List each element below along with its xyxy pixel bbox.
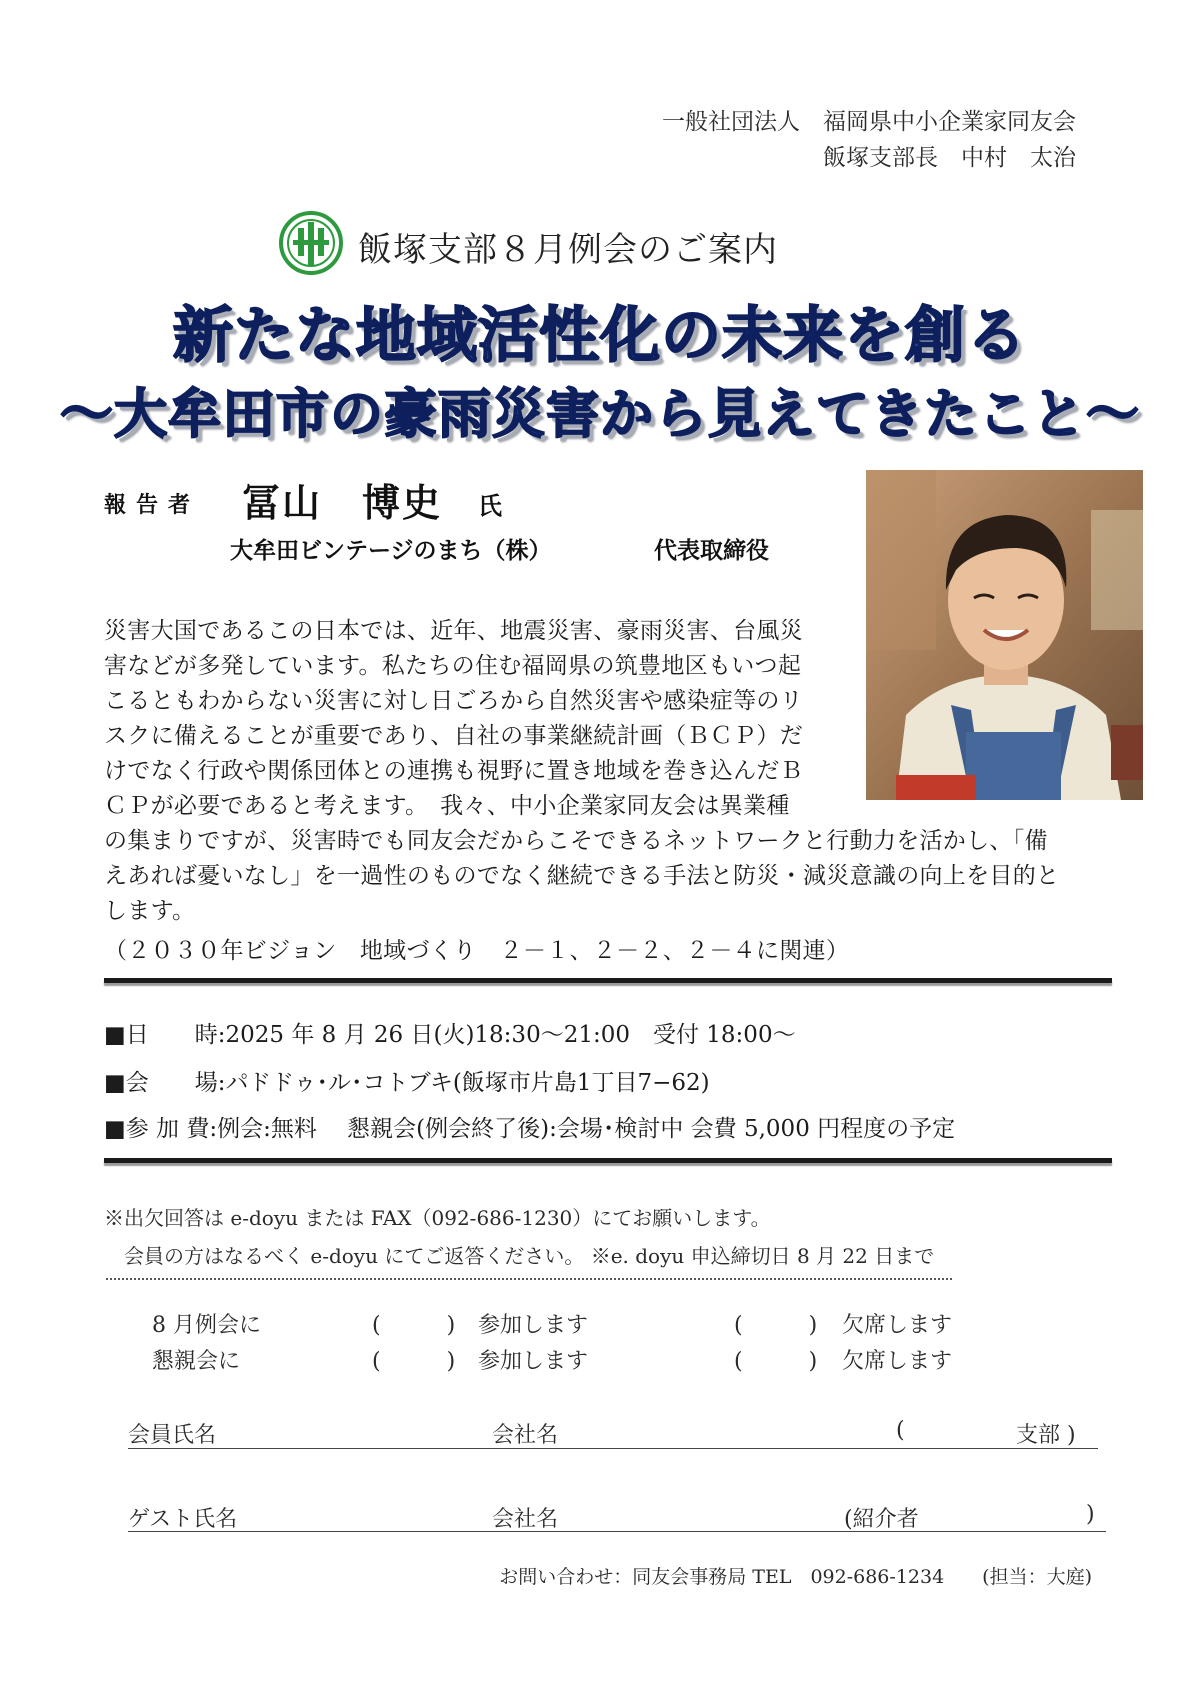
reporter-role: 代表取締役: [654, 538, 769, 564]
rsvp-deadline: 会員の方はなるべく e-doyu にてご返答ください。 ※e. doyu 申込締切日 8 月 22 日まで: [124, 1244, 935, 1268]
introducer-label: (紹介者: [844, 1507, 919, 1532]
member-company-label: 会社名: [492, 1423, 559, 1448]
attend-label-meeting: 参加します: [478, 1313, 589, 1338]
reporter-company: 大牟田ビンテージのまち（株）: [230, 538, 552, 564]
member-name-field[interactable]: [128, 1448, 1098, 1449]
reporter-label: 報告者: [104, 493, 201, 518]
branch-chief-signature: 飯塚支部長 中村 太治: [823, 145, 1076, 171]
contact-info: お問い合わせ：同友会事務局 TEL 092-686-1234 (担当：大庭): [499, 1566, 1092, 1588]
body-line: します。: [104, 898, 196, 924]
attend-checkbox-meeting[interactable]: ( ): [372, 1313, 456, 1338]
subtitle: ～大牟田市の豪雨災害から見えてきたこと～: [60, 384, 1140, 445]
body-line: 害などが多発しています。私たちの住む福岡県の筑豊地区もいつ起: [104, 653, 802, 679]
introducer-close-paren: ): [1086, 1502, 1095, 1527]
absent-label-meeting: 欠席します: [842, 1313, 953, 1338]
organization-name: 一般社団法人 福岡県中小企業家同友会: [662, 109, 1076, 135]
guest-company-label: 会社名: [492, 1507, 559, 1532]
reporter-honorific: 氏: [478, 492, 502, 520]
rsvp-instructions: ※出欠回答は e-doyu または FAX（092-686-1230）にてお願いします。: [104, 1206, 771, 1230]
branch-label: 支部 ): [1016, 1423, 1076, 1448]
event-venue: ■会 場:パドドゥ･ル･コトブキ(飯塚市片島1丁目7−62): [104, 1070, 710, 1096]
guest-name-label: ゲスト氏名: [128, 1507, 238, 1532]
attend-checkbox-party[interactable]: ( ): [372, 1349, 456, 1374]
main-title: 新たな地域活性化の未来を創る: [173, 301, 1027, 371]
vision-reference: （２０３０年ビジョン 地域づくり ２－１、２－２、２－４に関連）: [104, 938, 850, 964]
meeting-announcement: 飯塚支部８月例会のご案内: [358, 230, 778, 270]
event-datetime: ■日 時:2025 年 8 月 26 日(火)18:30～21:00 受付 18:00～: [104, 1022, 796, 1048]
divider: [104, 978, 1112, 983]
event-fee: ■参 加 費:例会:無料 懇親会(例会終了後):会場･検討中 会費 5,000 円程度の予定: [104, 1116, 956, 1142]
member-name-label: 会員氏名: [128, 1423, 217, 1448]
form-label-party: 懇親会に: [152, 1349, 241, 1374]
form-label-meeting: 8 月例会に: [152, 1313, 261, 1338]
body-line: けでなく行政や関係団体との連携も視野に置き地域を巻き込んだＢ: [104, 758, 803, 784]
branch-open-paren: (: [896, 1418, 905, 1443]
body-line: スクに備えることが重要であり、自社の事業継続計画（ＢＣＰ）だ: [104, 723, 803, 749]
body-line: えあれば憂いなし」を一過性のものでなく継続できる手法と防災・減災意識の向上を目的と: [104, 863, 1060, 889]
cut-line: [106, 1278, 952, 1280]
absent-checkbox-meeting[interactable]: ( ): [734, 1313, 818, 1338]
divider: [104, 1158, 1112, 1163]
reporter-name: 冨山 博史: [242, 481, 443, 525]
doyukai-logo-icon: [278, 210, 344, 276]
body-line: こるともわからない災害に対し日ごろから自然災害や感染症等のリ: [104, 688, 803, 714]
body-line: 災害大国であるこの日本では、近年、地震災害、豪雨災害、台風災: [104, 618, 803, 644]
body-line: の集まりですが、災害時でも同友会だからこそできるネットワークと行動力を活かし、「備: [104, 828, 1048, 854]
guest-name-field[interactable]: [128, 1531, 1106, 1532]
body-line: ＣＰが必要であると考えます。 我々、中小企業家同友会は異業種: [104, 793, 790, 819]
absent-checkbox-party[interactable]: ( ): [734, 1349, 818, 1374]
reporter-photo: [866, 470, 1143, 800]
absent-label-party: 欠席します: [842, 1349, 953, 1374]
attend-label-party: 参加します: [478, 1349, 589, 1374]
